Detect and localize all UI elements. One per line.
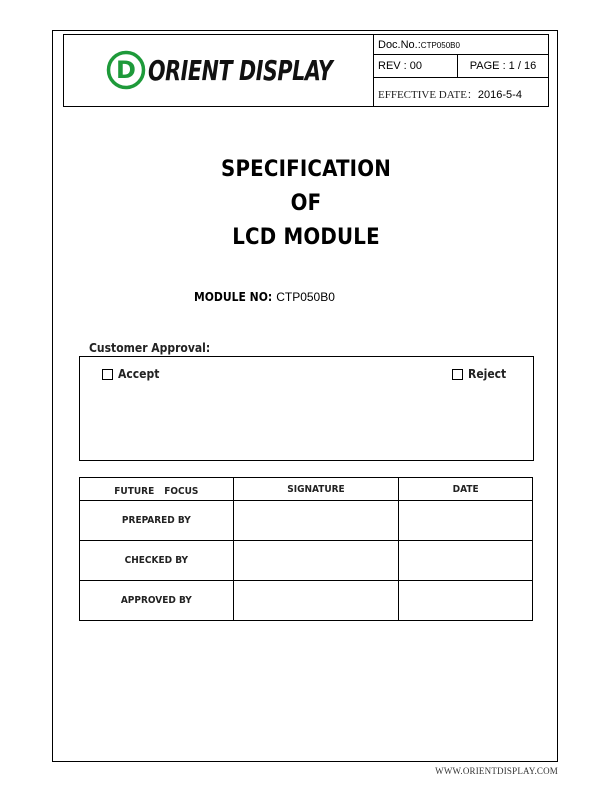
revision: REV : 00 [374,55,458,78]
signature-cell[interactable] [233,501,399,541]
company-logo [106,49,373,91]
row-label-approved-by: APPROVED BY [80,581,234,621]
effective-date [374,78,548,106]
customer-approval-label: Customer Approval: [89,341,211,355]
date-cell[interactable] [399,581,533,621]
effective-date-value: 2016-5-4 [477,89,522,101]
reject-option[interactable] [452,367,506,381]
accept-option[interactable] [102,367,159,381]
doc-number [374,35,548,55]
signature-cell[interactable] [233,541,399,581]
reject-checkbox[interactable] [452,369,463,380]
effective-date-label: EFFECTIVE DATE： [378,89,478,101]
table-header-row [80,478,533,501]
signature-cell[interactable] [233,581,399,621]
col-header-future-focus: FUTURE FOCUS [80,478,234,501]
accept-label: Accept [118,367,160,381]
table-row [80,581,533,621]
module-number-value: CTP050B0 [276,290,335,304]
col-header-date: DATE [399,478,533,501]
title-line-1: SPECIFICATION [220,157,392,182]
customer-approval-box [79,356,534,461]
logo-cell [64,35,374,106]
module-number [194,290,335,304]
title-line-2: OF [290,191,322,216]
doc-number-label: Doc.No.: [378,39,421,51]
row-label-checked-by: CHECKED BY [80,541,234,581]
date-cell[interactable] [399,541,533,581]
doc-number-value: CTP050B0 [420,41,460,50]
date-cell[interactable] [399,501,533,541]
table-row [80,541,533,581]
footer-website: WWW.ORIENTDISPLAY.COM [435,766,558,776]
title-line-3: LCD MODULE [232,225,380,250]
logo-mark: D [116,56,136,84]
row-label-prepared-by: PREPARED BY [80,501,234,541]
document-header [63,34,549,107]
orient-display-logo-icon [106,50,146,90]
col-header-signature: SIGNATURE [233,478,399,501]
accept-checkbox[interactable] [102,369,113,380]
reject-label: Reject [468,367,507,381]
module-number-label: MODULE NO: [194,290,273,304]
signature-table [79,477,533,621]
table-row [80,501,533,541]
page-number: PAGE : 1 / 16 [458,55,548,78]
logo-text: ORIENT DISPLAY [148,53,333,87]
